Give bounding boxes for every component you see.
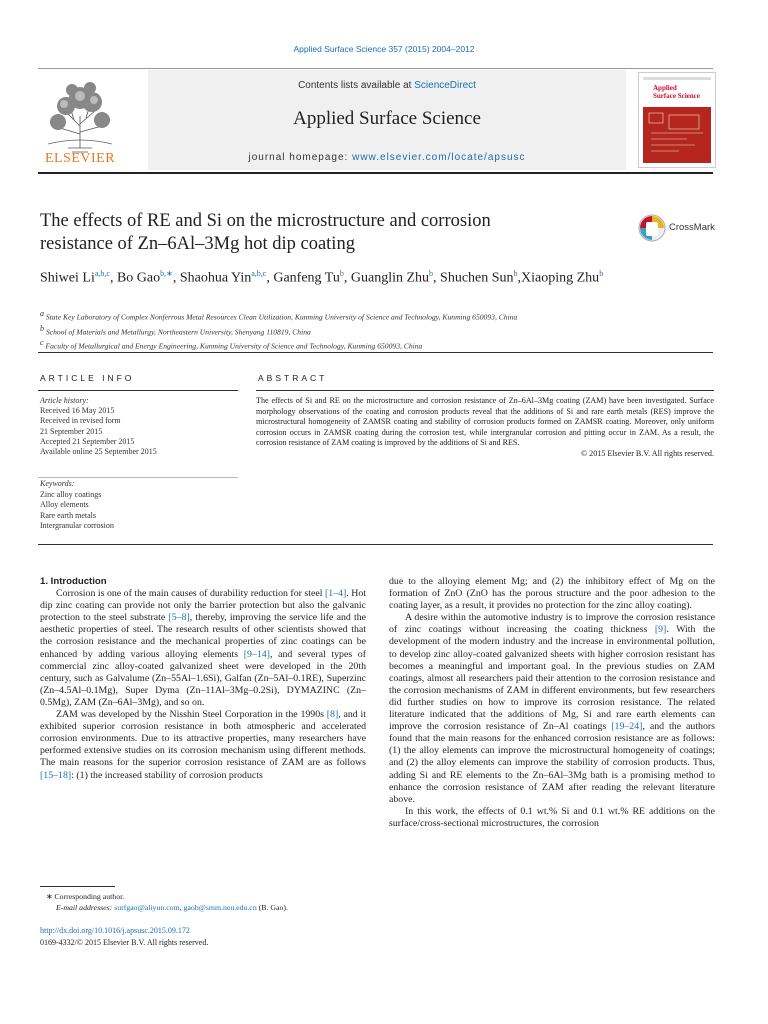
affiliation-rule (38, 352, 713, 353)
section-heading: 1. Introduction (40, 576, 107, 587)
citation-link[interactable]: [9–14] (243, 648, 270, 660)
abstract-text: The effects of Si and RE on the microstructure and corrosion resistance of Zn–6Al–3Mg coating (ZAM) have been investigated. Surface morphology observations of the coating and corrosion products reveal that the additions of Si and rare earth metals (RES) improve the microstructural homogeneity of ZAMSR coating and stability of corrosion products formed on ZAMSR coating. Moreover, only uniform corrosion occurs in ZAMSR coating during the corrosion test, while intergranular corrosion and pitting occur in ZAM. As a result, the corrosion resistance of ZAM coating is improved by the additions of Si and RES. (256, 396, 714, 447)
article-history (40, 396, 240, 457)
cover-figure-icon (643, 107, 711, 163)
author-affiliation-mark[interactable]: b (429, 269, 434, 278)
citation-link[interactable]: [8] (326, 709, 339, 721)
keyword-item: Rare earth metals (40, 510, 96, 520)
affiliation-mark: c (40, 338, 44, 348)
corresponding-author-note: ∗ Corresponding author. (46, 892, 125, 901)
doi-link[interactable]: http://dx.doi.org/10.1016/j.apsusc.2015.09.172 (40, 926, 190, 935)
header-bottom-rule (38, 172, 713, 174)
title-line-2: resistance of Zn–6Al–3Mg hot dip coating (40, 234, 355, 254)
affiliation-item: $^a$ State Key Laboratory of Complex Nonferrous Metal Resources Clean Utilization, Kunming University of Science and Technology, Kunming 650093, China (40, 309, 518, 322)
author-affiliation-mark[interactable]: b (513, 269, 518, 278)
doi-block (40, 925, 370, 949)
citation-link[interactable]: [19–24] (611, 721, 643, 733)
author-affiliation-mark[interactable]: b (339, 269, 344, 278)
homepage-link[interactable]: www.elsevier.com/locate/apsusc (352, 152, 526, 163)
history-item: Accepted 21 September 2015 (40, 436, 135, 446)
contents-line (148, 80, 626, 91)
keyword-item: Zinc alloy coatings (40, 489, 102, 499)
article-info-rule (38, 390, 238, 391)
author-affiliation-mark[interactable]: a,b,c (94, 269, 110, 278)
email-label: E-mail addresses: (56, 903, 115, 912)
abstract-block (256, 396, 714, 459)
affiliation-item: $^c$ Faculty of Metallurgical and Energy Engineering, Kunming University of Science and Technology, Kunming 650093, China (40, 338, 423, 351)
intro-paragraph-5: In this work, the effects of 0.1 wt.% Si and 0.1 wt.% RE additions on the surface/cross-sectional microstructures, the corrosion (389, 805, 715, 829)
intro-paragraph-1: Corrosion is one of the main causes of durability reduction for steel [1–4]. Hot dip zinc coating can provide not only the barrier protection but also the galvanic protection to the steel substrate [5–8], thereby, improving the service life and the aesthetic properties of steel. The research results of other scientists showed that the corrosion resistance and the mechanical properties of zinc coatings can be enhanced by adding various alloying elements [9–14], and several types of commercial zinc alloy-coated galvanized sheet were developed in the 20th century, such as Galvalume (Zn–55Al–1.6Si), Galfan (Zn–5Al–0.1RE), Superzinc (Zn–4.5Al–0.1Mg), Super Dyma (Zn–11Al–3Mg–0.2Si), DYMAZINC (Zn–0.5Mg), ZAM (Zn–6Al–3Mg), and so on. (40, 588, 367, 708)
author-name: Xiaoping Zhu (521, 270, 600, 286)
author-name: Bo Gao (116, 270, 161, 286)
crossmark-label: CrossMark (669, 222, 715, 233)
crossmark-badge[interactable] (638, 212, 728, 244)
citation-link[interactable]: [5–8] (168, 612, 190, 624)
citation-link[interactable]: [9] (654, 624, 667, 636)
article-title (40, 210, 620, 256)
sciencedirect-link[interactable]: ScienceDirect (414, 80, 476, 91)
history-label: Article history: (40, 396, 89, 405)
abstract-copyright: © 2015 Elsevier B.V. All rights reserved. (580, 448, 714, 458)
keywords-block (40, 479, 240, 532)
crossmark-icon (638, 214, 666, 242)
keyword-item: Alloy elements (40, 500, 89, 510)
body-left-column (40, 576, 366, 782)
abstract-heading: ABSTRACT (258, 373, 328, 383)
keyword-item: Intergranular corrosion (40, 521, 114, 531)
affiliation-list (40, 308, 720, 352)
author-affiliation-mark[interactable]: b (599, 269, 604, 278)
footnote-rule (40, 886, 115, 887)
cover-title: Applied Surface Science (653, 84, 700, 100)
history-item: Received in revised form (40, 416, 121, 426)
body-right-column (389, 576, 715, 830)
author-list: Shiwei Li$^{a,b,c}$, Bo Gao$^{b,∗}$, Shaohua Yin$^{a,b,c}$, Ganfeng Tu$^b$, Guanglin Zhu$^b$, Shuchen Sun$^b$,Xiaoping Zhu$^b$ (40, 269, 604, 286)
history-item: Received 16 May 2015 (40, 406, 115, 416)
email-link-1[interactable]: surfgao@aliyun.com (114, 903, 180, 912)
homepage-prefix: journal homepage: (248, 152, 353, 163)
body-rule (38, 544, 713, 545)
publisher-wordmark: ELSEVIER (44, 151, 116, 166)
cover-red-panel (643, 107, 711, 163)
abstract-rule (256, 390, 714, 391)
keywords-label: Keywords: (40, 479, 75, 488)
title-line-1: The effects of RE and Si on the microstructure and corrosion (40, 211, 491, 231)
author-affiliation-mark[interactable]: b,∗ (160, 269, 173, 278)
author-name: Ganfeng Tu (273, 270, 340, 286)
journal-citation[interactable]: Applied Surface Science 357 (2015) 2004–2012 (293, 44, 475, 54)
intro-paragraph-4: A desire within the automotive industry is to improve the corrosion resistance of zinc coatings without increasing the coating thickness [9]. With the development of the modern industry and the increase in environmental pollution, to develop zinc alloy-coated galvanized sheets with higher corrosion resistant has becomes a meaningful and important goal. In the previous studies on ZAM coatings, almost all researchers paid their attention to the corrosion resistance and the corrosion mechanisms of ZAM in different environments, but few researchers did further studies on how to improve its corrosion resistance. The related literature indicated that the additions of Mg, Si and rare earth elements can improve the corrosion resistance of Zn–Al coatings [19–24], and the authors found that the main reasons for the enhanced corrosion resistance are as follows: (1) the alloy elements can improve the microstructural homogeneity of coatings; and (2) the alloy elements can improve the stability of corrosion products. Thus, adding Si and RE elements to the Zn–6Al–3Mg bath is a promising method to enhance the corrosion resistance of ZAM after reading the relevant literature above. (389, 612, 716, 805)
keywords-rule (38, 477, 238, 478)
journal-homepage (148, 152, 626, 163)
author-name: Shuchen Sun (440, 270, 514, 286)
author-name: Guanglin Zhu (350, 270, 430, 286)
history-item: 21 September 2015 (40, 426, 103, 436)
citation-link[interactable]: [15–18] (40, 769, 72, 781)
affiliation-item: $^b$ School of Materials and Metallurgy, Northeastern University, Shenyang 110819, China (40, 323, 311, 337)
citation-link[interactable]: [1–4] (324, 588, 347, 600)
author-affiliation-mark[interactable]: a,b,c (251, 269, 267, 278)
header-top-rule (38, 68, 713, 69)
intro-paragraph-3: due to the alloying element Mg; and (2) the inhibitory effect of Mg on the formation of ZnO (ZnO has the porous structure and the poor adhesion to the coating layer, as a result, it provides no protection for the zinc alloy coating). (389, 576, 715, 612)
email-link-2[interactable]: gaob@smm.neu.edu.cn (183, 903, 257, 912)
footnote: ∗ Corresponding author. E-mail addresses: surfgao@aliyun.com, gaob@smm.neu.edu.cn (B. Gao). (40, 891, 370, 913)
history-item: Available online 25 September 2015 (40, 447, 157, 457)
author-name: Shiwei Li (40, 270, 95, 286)
email-suffix: (B. Gao). (256, 903, 288, 912)
issn-copyright: 0169-4332/© 2015 Elsevier B.V. All rights reserved. (40, 938, 209, 947)
article-info-heading: ARTICLE INFO (40, 373, 135, 383)
journal-name: Applied Surface Science (293, 108, 481, 129)
contents-prefix: Contents lists available at (298, 80, 415, 91)
journal-cover-thumbnail[interactable] (638, 72, 716, 168)
affiliation-mark: b (40, 323, 44, 333)
author-name: Shaohua Yin (179, 270, 252, 286)
intro-paragraph-2: ZAM was developed by the Nisshin Steel Corporation in the 1990s [8], and it exhibited superior corrosion resistance in both atmospheric and accelerated corrosion environments. Due to its attractive properties, many researchers have performed extensive studies on its corrosion mechanism using different methods. The main reasons for the superior corrosion resistance of ZAM are as follows [15–18]: (1) the increased stability of corrosion products (40, 709, 366, 781)
affiliation-mark: a (40, 309, 44, 318)
